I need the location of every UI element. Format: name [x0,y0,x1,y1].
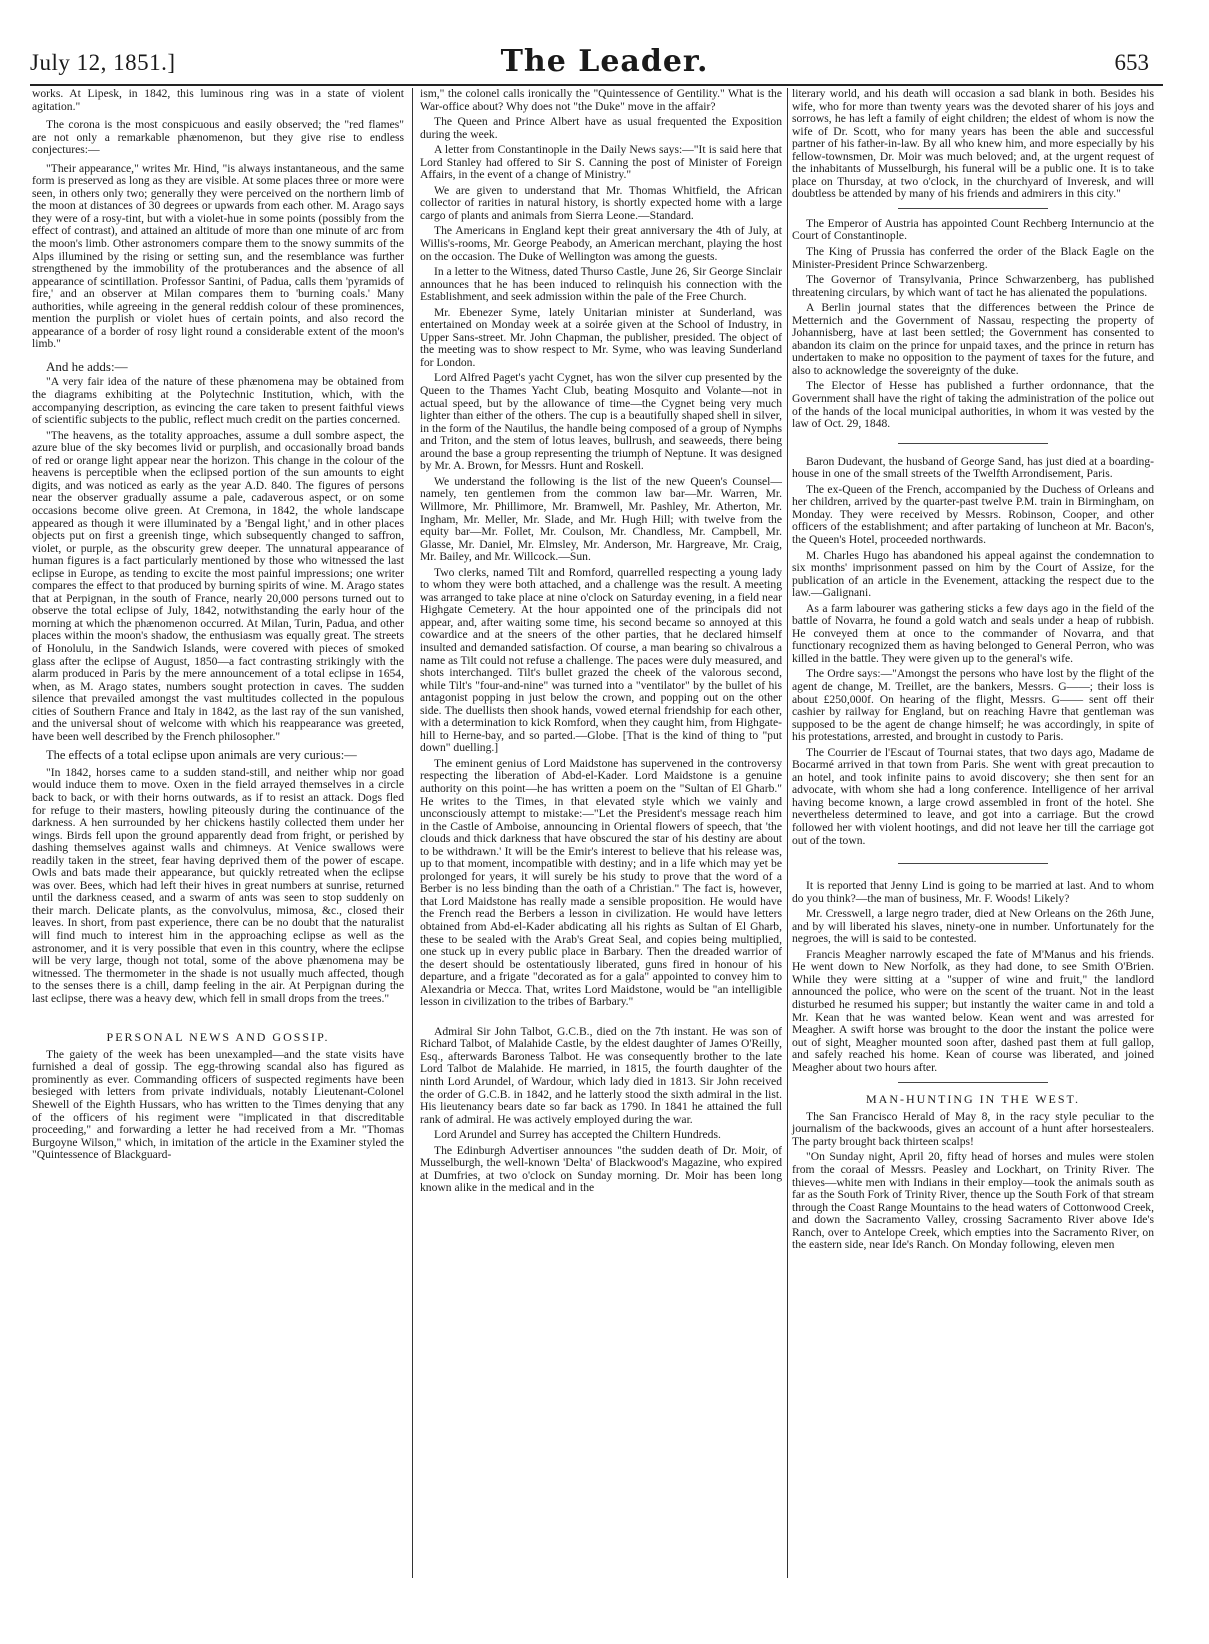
article-paragraph: As a farm labourer was gathering sticks a few days ago in the field of the battle of Novarra, he found a gold watch and seals under a heap of rubbish. He conveyed them at once to the commander of Novarra, and that functionary recognized them as having belonged to General Perron, who was killed in the battle. They were given up to the general's wife. [792,601,1154,665]
article-paragraph: The Ordre says:—"Amongst the persons who have lost by the flight of the agent de change, M. Treillet, are the bankers, Messrs. G——; their loss is about £250,000f. On hearing of the flight, Messrs. G—— sent off their cashier by railway for England, but on reaching Havre that gentleman was supposed to be the agent de change himself; he was accordingly, in spite of his protestations, arrested, and brought in custody to Paris. [792,667,1154,744]
article-paragraph: The King of Prussia has conferred the order of the Black Eagle on the Minister-President Prince Schwarzenberg. [792,245,1154,271]
article-paragraph: literary world, and his death will occasion a sad blank in both. Besides his wife, who for more than twenty years was the devoted sharer of his joys and sorrows, he has left a family of eight children; the eldest of whom is now the wife of Dr. Scott, who for many years has been the able and successful partner of his father-in-law. By all who knew him, and more especially by his fellow-townsmen, Dr. Moir was much beloved; and, at the urgent request of the inhabitants of Musselburgh, his funeral will be a public one. It is to take place on Thursday, at two o'clock, in the churchyard of Inveresk, and will doubtless be attended by many of his friends and admirers in this city." [792,87,1154,201]
section-heading-man-hunting: MAN-HUNTING IN THE WEST. [866,1092,1080,1107]
page-number: 653 [1114,50,1149,75]
masthead [0,0,1209,82]
quote-paragraph: "The heavens, as the totality approaches, assume a dull sombre aspect, the azure blue of the sky becomes livid or purplish, and occasionally broad bands of red or orange light appear near the horizon. This change in the colour of the heavens is perceptible when the eclipsed portion of the sun amounts to eight digits, and was noticed as early as the year A.D. 840. The figures of persons near the observer gradually assume a pale, cadaverous aspect, or on some occasions become olive green. At Cremona, in 1842, the whole landscape appeared as though it were illuminated by a 'Bengal light,' and in other places objects put on first a greenish tinge, which subsequently changed to saffron, violet, or purple, as the obscurity grew deeper. The unnatural appearance of human figures is a fact particularly mentioned by those who witnessed the last eclipse in Europe, as tending to excite the most painful impressions; one writer compares the effect to that produced by burning spirits of wine. M. Arago states that at Perpignan, in the south of France, nearly 20,000 persons turned out to observe the total eclipse of July, 1842, notwithstanding the early hour of the morning at which the phænomenon occurred. At Milan, Turin, Padua, and other places within the moon's shadow, the enthusiasm was equally great. The streets of Honolulu, in the Sandwich Islands, were covered with pieces of smoked glass after the eclipse of August, 1850—a fact contrasting strikingly with the alarm produced in Paris by the mere announcement of a total eclipse in 1654, when, as M. Arago states, numbers sought protection in caves. The sudden silence that prevailed amongst the vast multitudes collected in the populous cities of Southern France and Italy in 1842, as the last ray of the sun vanished, and the universal shout of welcome with which his reappearance was greeted, have been well described by the French philosopher." [32,428,404,743]
article-paragraph: Two clerks, named Tilt and Romford, quarrelled respecting a young lady to whom they were both attached, and a challenge was the result. A meeting was arranged to take place at nine o'clock on Saturday evening, in a field near Highgate Cemetery. At the hour appointed one of the principals did not appear, and, after waiting some time, his second became so annoyed at this cowardice and at the sneers of the other parties, that he declared himself insulted and demanded satisfaction. Of course, a man bearing so chivalrous a name as Tilt could not refuse a challenge. The paces were duly measured, and shots interchanged. Tilt's bullet grazed the cheek of the valorous second, while Tilt's "four-and-nine" was turned into a "ventilator" by the bullet of his antagonist popping in just below the crown, and popping out on the other side. The duellists then shook hands, vowed eternal friendship for each other, with a determination to kick Romford, when they caught him, from Highgate-hill to Herne-bay, and so parted.—Globe. [That is the kind of thing to "put down" duelling.] [420,565,782,755]
article-paragraph: Lord Alfred Paget's yacht Cygnet, has won the silver cup presented by the Queen to the Thames Yacht Club, beating Mosquito and Volante—not in actual speed, but by the allowance of time—the Cygnet being very much lighter than either of the others. The cup is a beautifully shaped shell in silver, in the form of the Nautilus, the handle being composed of a group of Nymphs and Triton, and the stem of lotus leaves, bullrush, and seaweeds, there being around the base a group representing the triumph of Neptune. It was designed by Mr. A. Brown, for Messrs. Hunt and Roskell. [420,371,782,473]
article-paragraph: Mr. Ebenezer Syme, lately Unitarian minister at Sunderland, was entertained on Monday week at a soirée given at the School of Industry, in Upper Sans-street. Mr. John Chapman, the publisher, presided. The object of the meeting was to show respect to Mr. Syme, who was leaving Sunderland for London. [420,305,782,369]
article-paragraph: The gaiety of the week has been unexampled—and the state visits have furnished a deal of gossip. The egg-throwing scandal also has figured as prominently as ever. Commanding officers of suspected regiments have been besieged with letters from private individuals, notably Lieutenant-Colonel Shewell of the Eighth Hussars, who has written to the Times denying that any of the officers of his regiment were "implicated in that discreditable proceeding," and forwarding a letter he had received from a Mr. "Thomas Burgoyne Wilson," which, in imitation of the article in the Examiner styled the "Quintessence of Blackguard- [32,1047,404,1162]
column-3 [792,88,1154,1255]
article-paragraph: Lord Arundel and Surrey has accepted the Chiltern Hundreds. [434,1128,721,1142]
article-paragraph: The Elector of Hesse has published a further ordonnance, that the Government shall have the right of taking the administration of the police out of the hands of the local municipal authorities, in whom it was vested by the law of Oct. 29, 1848. [792,379,1154,431]
article-paragraph: The Emperor of Austria has appointed Count Rechberg Internuncio at the Court of Constantinople. [792,216,1154,243]
article-paragraph: Mr. Cresswell, a large negro trader, died at New Orleans on the 26th June, and by will liberated his slaves, ninety-one in number. Unfortunately for the negroes, the will is said to be contested. [792,907,1154,946]
article-paragraph: The corona is the most conspicuous and easily observed; the "red flames" are not only a remarkable phænomenon, but they give rise to endless conjectures:— [32,118,404,157]
section-rule [898,208,1048,209]
article-paragraph: works. At Lipesk, in 1842, this luminous ring was in a state of violent agitation." [32,87,404,113]
article-paragraph: The eminent genius of Lord Maidstone has supervened in the controversy respecting the liberation of Abd-el-Kader. Lord Maidstone is a genuine authority on this point—he has written a poem on the "Sultan of El Gharb." He writes to the Times, in that elevated style which we vainly and unconsciously attempt to mistake:—"Let the President's message reach him in the Castle of Amboise, announcing in Oriental flowers of speech, that 'the clouds and thick darkness that have obscured the star of his destiny are about to be withdrawn.' It will be the Emir's interest to believe that his release was, up to that moment, incompatible with destiny; and in a life which may yet be prolonged for years, it will surely be his study to prove that the word of a Berber is no less binding than the oath of a Christian." The fact is, however, that Lord Maidstone has really made a sensible proposition. He would have the French read the Berbers a lesson in civilization. He would have letters obtained from Abd-el-Kader abdicating all his rights as Sultan of El Gharb, these to be sealed with the Arab's Great Seal, and copies being multiplied, one stuck up in every public place in Barbary. Then the dreaded warrior of the desert should be ostentatiously liberated, guns fired in honour of his departure, and a frigate "decorated as for a gala" appointed to convey him to Alexandria or Mecca. That, writes Lord Maidstone, would be "an intelligible lesson in civilization to the tribes of Barbary." [420,756,782,1009]
article-paragraph: The Courrier de l'Escaut of Tournai states, that two days ago, Madame de Bocarmé arrived in that town from Paris. She went with great precaution to an hotel, and took infinite pains to avoid discovery; she then sent for an advocate, with whom she had a long conference. Intelligence of her arrival having become known, a large crowd assembled in front of the hotel. She nevertheless determined to leave, and got into a carriage. But the crowd followed her with violent hootings, and did not leave her till the carriage got out of the town. [792,745,1154,847]
article-paragraph: We understand the following is the list of the new Queen's Counsel—namely, ten gentlemen from the common law bar—Mr. Warren, Mr. Willmore, Mr. Phillimore, Mr. Bramwell, Mr. Pashley, Mr. Atherton, Mr. Ingham, Mr. Meller, Mr. Slade, and Mr. Hugh Hill; with twelve from the equity bar—Mr. Follet, Mr. Coulson, Mr. Chandless, Mr. Campbell, Mr. Glasse, Mr. Daniel, Mr. Elmsley, Mr. Anderson, Mr. Hargreave, Mr. Craig, Mr. Bailey, and Mr. Willcock.—Sun. [420,474,782,564]
section-rule [898,1082,1048,1083]
article-paragraph: We are given to understand that Mr. Thomas Whitfield, the African collector of rarities in natural history, is shortly expected home with a large cargo of plants and animals from Sierra Leone.—Standard. [420,183,782,222]
column-divider-2 [787,88,788,1578]
issue-date: July 12, 1851.] [30,50,176,75]
article-paragraph: Baron Dudevant, the husband of George Sand, has just died at a boarding-house in one of the small streets of the Twelfth Arrondisement, Paris. [792,454,1154,481]
article-paragraph: M. Charles Hugo has abandoned his appeal against the condemnation to six months' imprisonment passed on him by the Court of Assize, for the publication of an article in the Evenement, attacking the respect due to the law.—Galignani. [792,548,1154,600]
paragraph-gap [420,1012,782,1026]
column-1 [32,88,404,1165]
article-paragraph: The San Francisco Herald of May 8, in the racy style peculiar to the journalism of the backwoods, gives an account of a hunt after horsestealers. The party brought back thirteen scalps! [792,1109,1154,1148]
article-paragraph: Francis Meagher narrowly escaped the fate of M'Manus and his friends. He went down to New Norfolk, as they had done, to see Smith O'Brien. While they were sitting at a "supper of wine and fruit," the landlord announced the police, who were on the scent of the truant. Not in the least disturbed he resumed his supper; but instantly the waiter came in and told a Mr. Kean that he was wanted below. Kean went and was arrested for Meagher. A swift horse was brought to the door the instant the police were out of sight, Meagher mounted soon after, dashed past them at full gallop, and safely reached his home. Kean of course was liberated, and joined Meagher about two hours after. [792,947,1154,1074]
article-paragraph: The Queen and Prince Albert have as usual frequented the Exposition during the week. [420,115,782,141]
article-paragraph: The Edinburgh Advertiser announces "the sudden death of Dr. Moir, of Musselburgh, the well-known 'Delta' of Blackwood's Magazine, who expired at Dumfries, at two o'clock on Sunday morning. Dr. Moir has been long known alike in the medical and in the [420,1143,782,1195]
section-rule [898,863,1048,864]
quote-paragraph: "Their appearance," writes Mr. Hind, "is always instantaneous, and the same form is preserved as long as they are visible. At some places three or more were seen, in others only two; generally they were perceived on the northern limb of the moon at distances of 30 degrees or upwards from each other. M. Arago says they were of a rosy-tint, but with a violet-hue in some points (possibly from the effect of contrast), and attained an altitude of more than one minute of arc from the moon's limb. Other astronomers compare them to the snowy summits of the Alps illumined by the rising or setting sun, and the resemblance was further strengthened by the immobility of the protuberances and the absence of all appearance of scintillation. Professor Santini, of Padua, calls them 'pyramids of fire,' and an observer at Milan compares them to 'burning coals.' Many authorities, while agreeing in the general reddish colour of these prominences, mention the purplish or violet hues of certain points, and also record the appearance of a border of rosy light round a considerable extent of the moon's limb." [32,161,404,351]
quote-paragraph: "A very fair idea of the nature of these phænomena may be obtained from the diagrams exhibiting at the Polytechnic Institution, which, with the accompanying description, as evincing the care taken to present faithful views of scientific subjects to the public, reflect much credit on the parties concerned. [32,375,404,427]
article-paragraph: ism," the colonel calls ironically the "Quintessence of Gentility." What is the War-office about? Why does not "the Duke" move in the affair? [420,87,782,113]
section-heading-personal-news: PERSONAL NEWS AND GOSSIP. [106,1030,330,1045]
section-rule [898,443,1048,444]
column-divider-1 [412,88,413,1578]
article-paragraph: The Americans in England kept their great anniversary the 4th of July, at Willis's-rooms, Mr. George Peabody, an American merchant, playing the host on the occasion. The Duke of Wellington was among the guests. [420,224,782,263]
article-paragraph: The effects of a total eclipse upon animals are very curious:— [46,748,357,763]
article-paragraph: In a letter to the Witness, dated Thurso Castle, June 26, Sir George Sinclair announces that he has been induced to relinquish his connection with the Establishment, and seek admission within the pale of the Free Church. [420,265,782,304]
article-paragraph: The Governor of Transylvania, Prince Schwarzenberg, has published threatening circulars, by which want of tact he has alienated the populations. [792,273,1154,299]
column-2 [420,88,782,1198]
newspaper-title: The Leader. [500,44,709,79]
article-paragraph: It is reported that Jenny Lind is going to be married at last. And to whom do you think?—the man of business, Mr. F. Woods! Likely? [792,879,1154,905]
article-paragraph: Admiral Sir John Talbot, G.C.B., died on the 7th instant. He was son of Richard Talbot, of Malahide Castle, by the eldest daughter of James O'Reilly, Esq., afterwards Baroness Talbot. He was consequently brother to the late Lord Talbot de Malahide. He married, in 1815, the fourth daughter of the ninth Lord Arundel, of Wardour, which lady died in 1813. Sir John received the order of G.C.B. in 1842, and he latterly stood the sixth admiral in the list. His lieutenancy bears date so far back as 1790. In 1841 he attained the full rank of admiral. He was actively employed during the war. [420,1024,782,1126]
quote-paragraph: "On Sunday night, April 20, fifty head of horses and mules were stolen from the coraal of Messrs. Peasley and Lockhart, on Trinity River. The thieves—white men with Indians in their employ—took the animals south as far as the South Fork of Trinity River, thence up the South Fork of that stream through the Coast Range Mountains to the head waters of Cottonwood Creek, and down the Sacramento Valley, crossing Sacramento River above Ide's Ranch, over to Antelope Creek, which empties into the Sacramento River, on the eastern side, near Ide's Ranch. On Monday following, eleven men [792,1150,1154,1252]
article-paragraph: A Berlin journal states that the differences between the Prince de Metternich and the Government of Nassau, respecting the property of Johannisberg, have at last been settled; the Government has consented to abandon its claim on the prince for unpaid taxes, and the prince in return has undertaken to make no opposition to the payment of taxes for the future, and also to acknowledge the sovereignty of the duke. [792,301,1154,377]
quote-paragraph: "In 1842, horses came to a sudden stand-still, and neither whip nor goad would induce them to move. Oxen in the field arrayed themselves in a circle back to back, or with their horns outwards, as if to resist an attack. Dogs fled for refuge to their masters, howling piteously during the continuance of the darkness. A hen surrounded by her chickens hastily collected them under her wings. Birds fell upon the ground apparently dead from fright, or perished by dashing themselves against walls and chimneys. At Venice swallows were readily taken in the street, fear having deprived them of the power of escape. Owls and bats made their appearance, but quickly retreated when the eclipse was over. Bees, which had left their hives in great numbers at sunrise, returned until the darkness ceased, and a swarm of ants was seen to stop suddenly on their march. Delicate plants, as the convolvulus, mimosa, &c., closed their leaves. In short, from past experience, there can be no doubt that the naturalist will find much to interest him in the approaching eclipse as well as the astronomer, and it is very possible that even in this country, where the eclipse will be very large, though not total, some of the above phænomena may be witnessed. The thermometer in the shade is not usually much affected, though to the senses there is a chill, damp feeling in the air. At Perpignan during the last eclipse, there was a heavy dew, which fell in small drops from the trees." [32,765,404,1005]
header-rule [30,84,1163,86]
article-paragraph: The ex-Queen of the French, accompanied by the Duchess of Orleans and her children, arrived by the quarter-past twelve P.M. train in Birmingham, on Monday. They were received by Messrs. Robinson, Cooper, and other officers of the establishment; and after partaking of luncheon at Mr. Bacon's, the Queen's Hotel, proceeded northwards. [792,482,1154,546]
article-paragraph: A letter from Constantinople in the Daily News says:—"It is said here that Lord Stanley had offered to Sir S. Canning the post of Minister of Foreign Affairs, in the event of a change of Ministry." [420,143,782,182]
article-paragraph: And he adds:— [46,358,128,374]
